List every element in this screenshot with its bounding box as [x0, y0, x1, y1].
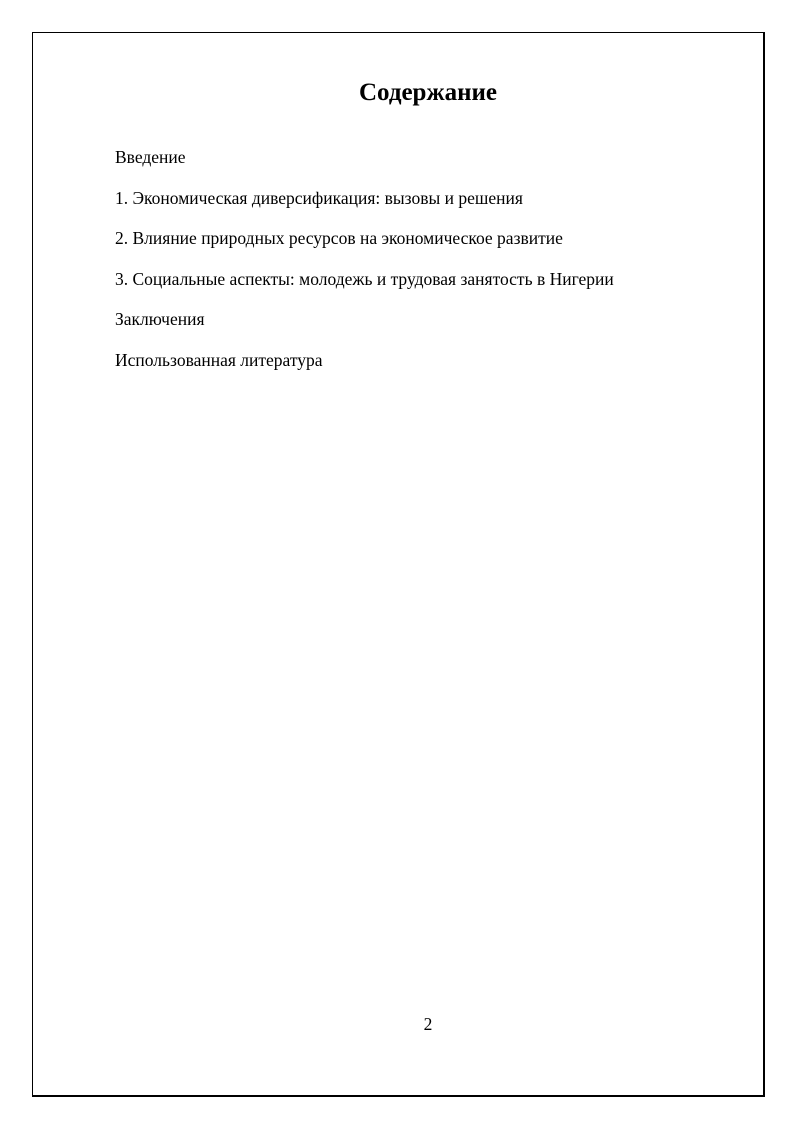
document-page — [32, 32, 765, 1097]
page-number: 2 — [423, 1014, 433, 1034]
toc-item-chapter-2: 2. Влияние природных ресурсов на экономическое развитие — [115, 228, 563, 248]
toc-item-conclusions: Заключения — [115, 309, 205, 329]
toc-item-chapter-1: 1. Экономическая диверсификация: вызовы и решения — [115, 187, 523, 208]
page-title: Содержание — [358, 79, 497, 106]
toc-item-references: Использованная литература — [115, 349, 323, 370]
table-of-contents — [115, 146, 614, 389]
toc-item-chapter-3: 3. Социальные аспекты: молодежь и трудовая занятость в Нигерии — [115, 268, 614, 289]
toc-item-introduction: Введение — [115, 147, 186, 167]
